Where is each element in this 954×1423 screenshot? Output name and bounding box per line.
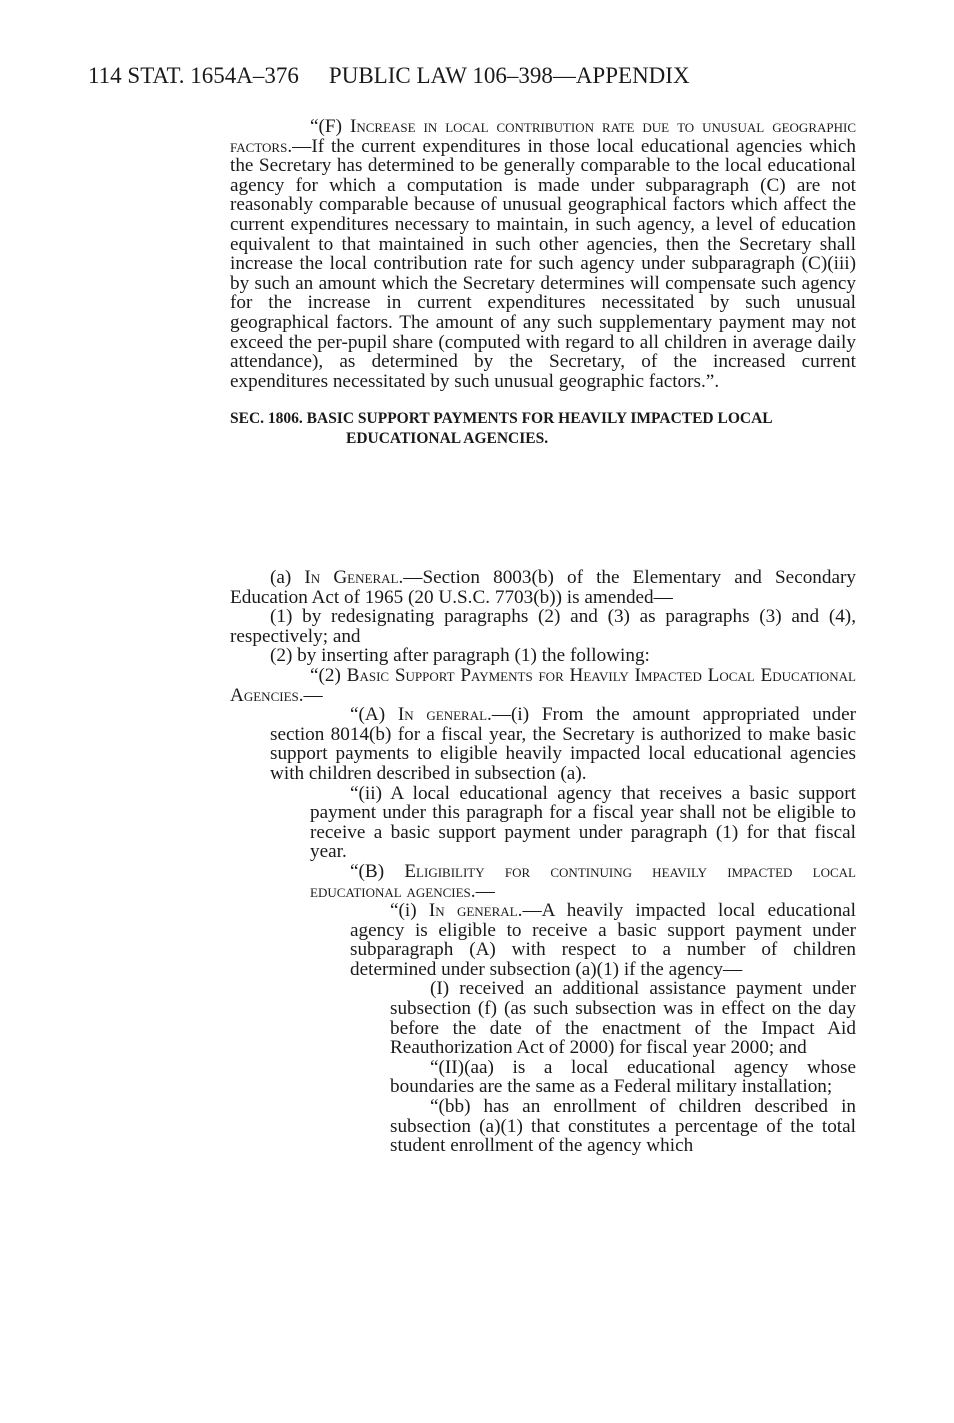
section-title-line2: EDUCATIONAL AGENCIES.: [346, 429, 549, 447]
subsection-a-label: (a): [270, 567, 292, 588]
section-number: SEC. 1806.: [230, 410, 303, 428]
paragraph-2: (2) by inserting after paragraph (1) the following:: [270, 645, 650, 667]
paragraph-f-text: —If the current expenditures in those local educational agencies which the Secretary has determined to be generally comparable to the local educational agency for which a computation is made under subparagraph (C) are not reasonably comparable because of unusual geographical factors which affect the current expenditures necessary to maintain, in such agency, a level of education equivalent to that maintained in such other agencies, then the Secretary shall increase the local contribution rate for such agency under subparagraph (C)(iii) by such an amount which the Secretary determines will compensate such agency for the increase in current expenditures necessitated by such unusual geographical factors. The amount of any such supplementary payment may not exceed the per-pupil share (computed with regard to all children in average daily attendance), as determined by the Secretary, of the increased current expenditures necessitated by such unusual geographic factors.”.: [230, 135, 856, 392]
paragraph-f-heading: Increase in local contribution rate due to unusual geographic factors.: [230, 116, 856, 157]
subsection-a-heading: In General.: [304, 567, 404, 588]
section-title-line1: BASIC SUPPORT PAYMENTS FOR HEAVILY IMPACTED LOCAL: [306, 410, 773, 428]
quoted-subparagraph-a-heading: In general.: [397, 704, 492, 726]
quoted-paragraph-2-heading: Basic Support Payments for Heavily Impacted Local Educational Agencies.: [230, 664, 856, 706]
section-heading: [230, 409, 856, 448]
subclause-II-aa: “(II)(aa) is a local educational agency whose boundaries are the same as a Federal military installation;: [390, 1056, 856, 1098]
section-body: [230, 568, 856, 1156]
quoted-clause-b-i-text: —A heavily impacted local educational agency is eligible to receive a basic support payment under subparagraph (A) with respect to a number of children determined under subsection (a)(1) if the agency—: [350, 900, 857, 980]
document-body: [230, 117, 856, 457]
quoted-subparagraph-a: [230, 705, 856, 783]
paragraph-1: (1) by redesignating paragraphs (2) and (3) as paragraphs (3) and (4), respectively; and: [230, 606, 856, 647]
quoted-paragraph-2-dash: —: [303, 684, 323, 706]
quoted-subparagraph-b-dash: —: [475, 880, 495, 902]
public-law-title: PUBLIC LAW 106–398—APPENDIX: [328, 63, 690, 88]
item-bb: “(bb) has an enrollment of children described in subsection (a)(1) that constitutes a percentage of the total student enrollment of the agency which: [390, 1096, 856, 1157]
quoted-subparagraph-b: [230, 862, 856, 901]
quoted-clause-a-ii: “(ii) A local educational agency that receives a basic support payment under this paragraph for a fiscal year shall not be eligible to receive a basic support payment under paragraph (1) for that fiscal year.: [310, 782, 856, 863]
quoted-clause-b-i-heading: In general.: [428, 900, 523, 922]
quoted-subparagraph-b-heading: Eligibility for continuing heavily impacted local educational agencies.: [310, 860, 856, 902]
paragraph-f: [230, 117, 856, 391]
quoted-subparagraph-a-open: “(A): [350, 704, 386, 726]
quoted-clause-b-i: [230, 901, 856, 979]
quoted-paragraph-2: [230, 666, 856, 705]
subclause-I: (I) received an additional assistance payment under subsection (f) (as such subsection was in effect on the day before the date of the enactment of the Impact Aid Reauthorization Act of 2000) for fiscal year 2000; and: [390, 978, 856, 1059]
statute-citation: 114 STAT. 1654A–376: [88, 63, 299, 88]
quoted-paragraph-2-open: “(2): [310, 664, 341, 686]
quoted-subparagraph-b-open: “(B): [350, 860, 385, 882]
subsection-a: [230, 568, 856, 607]
quoted-subparagraph-a-text: —(i) From the amount appropriated under section 8014(b) for a fiscal year, the Secretary is authorized to make basic support payments to eligible heavily impacted local educational agencies with children described in subsection (a).: [270, 704, 857, 784]
paragraph-f-open: “(F): [310, 116, 342, 137]
running-header: [88, 62, 868, 90]
quoted-clause-b-i-open: “(i): [390, 900, 417, 922]
subsection-a-text: —Section 8003(b) of the Elementary and Secondary Education Act of 1965 (20 U.S.C. 7703(b)) is amended—: [230, 567, 856, 608]
